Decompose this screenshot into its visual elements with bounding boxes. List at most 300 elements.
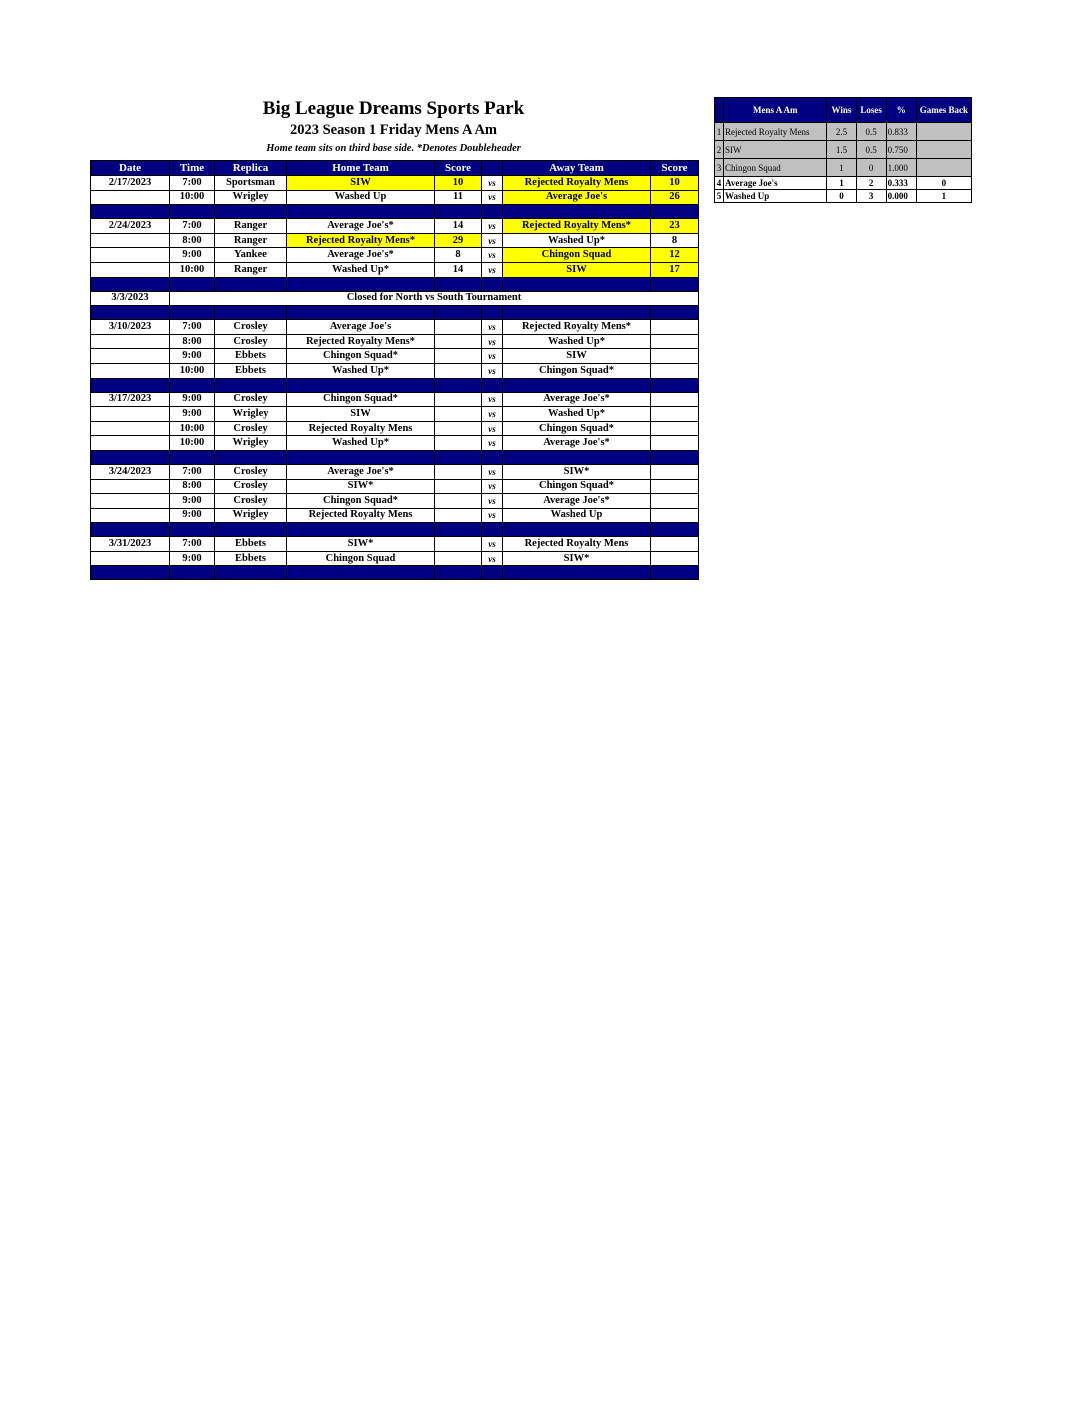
wins-cell: 1.5 xyxy=(827,141,856,159)
away-score-cell: 17 xyxy=(651,262,699,277)
date-cell xyxy=(91,436,170,451)
away-team-cell: Rejected Royalty Mens* xyxy=(503,320,651,335)
loses-cell: 0.5 xyxy=(856,141,886,159)
schedule-header-row xyxy=(91,161,699,176)
away-team-cell: SIW* xyxy=(503,464,651,479)
game-row xyxy=(91,219,699,234)
home-score-cell xyxy=(435,494,482,509)
standings-header-games-back: Games Back xyxy=(916,98,971,123)
date-cell xyxy=(91,479,170,494)
replica-cell: Crosley xyxy=(215,479,287,494)
vs-cell: vs xyxy=(482,233,503,248)
time-cell: 10:00 xyxy=(170,436,215,451)
time-cell: 10:00 xyxy=(170,421,215,436)
separator-cell xyxy=(215,450,287,464)
time-cell: 7:00 xyxy=(170,537,215,552)
rank-cell: 5 xyxy=(715,190,724,203)
standings-row xyxy=(715,159,972,177)
wins-cell: 0 xyxy=(827,190,856,203)
time-cell: 8:00 xyxy=(170,334,215,349)
vs-cell: vs xyxy=(482,407,503,422)
home-score-cell xyxy=(435,479,482,494)
time-cell: 7:00 xyxy=(170,464,215,479)
replica-cell: Wrigley xyxy=(215,436,287,451)
away-score-cell xyxy=(651,334,699,349)
separator-cell xyxy=(435,566,482,580)
date-cell xyxy=(91,190,170,205)
time-cell: 10:00 xyxy=(170,190,215,205)
home-score-cell xyxy=(435,464,482,479)
game-row xyxy=(91,320,699,335)
date-cell: 3/24/2023 xyxy=(91,464,170,479)
home-team-cell: SIW* xyxy=(287,537,435,552)
vs-cell: vs xyxy=(482,262,503,277)
replica-cell: Crosley xyxy=(215,392,287,407)
separator-cell xyxy=(91,566,170,580)
date-cell xyxy=(91,349,170,364)
games-back-cell xyxy=(916,123,971,141)
separator-cell xyxy=(651,450,699,464)
separator-cell xyxy=(482,450,503,464)
away-score-cell xyxy=(651,436,699,451)
vs-cell: vs xyxy=(482,334,503,349)
replica-cell: Yankee xyxy=(215,248,287,263)
home-team-cell: Washed Up* xyxy=(287,262,435,277)
game-row xyxy=(91,421,699,436)
loses-cell: 3 xyxy=(856,190,886,203)
home-score-cell xyxy=(435,436,482,451)
time-cell: 7:00 xyxy=(170,219,215,234)
col-header-away-score: Score xyxy=(651,161,699,176)
standings-header-rank xyxy=(715,98,724,123)
separator-cell xyxy=(651,205,699,219)
game-row xyxy=(91,262,699,277)
separator-cell xyxy=(482,306,503,320)
replica-cell: Wrigley xyxy=(215,407,287,422)
date-cell: 2/17/2023 xyxy=(91,176,170,191)
vs-cell: vs xyxy=(482,537,503,552)
replica-cell: Ranger xyxy=(215,233,287,248)
separator-cell xyxy=(503,306,651,320)
away-team-cell: Chingon Squad* xyxy=(503,363,651,378)
standings-row xyxy=(715,141,972,159)
separator-cell xyxy=(287,378,435,392)
separator-cell xyxy=(170,523,215,537)
col-header-home-score: Score xyxy=(435,161,482,176)
separator-cell xyxy=(503,523,651,537)
wins-cell: 1 xyxy=(827,159,856,177)
separator-cell xyxy=(651,277,699,291)
rank-cell: 2 xyxy=(715,141,724,159)
away-score-cell xyxy=(651,464,699,479)
home-team-cell: SIW xyxy=(287,407,435,422)
separator-cell xyxy=(503,566,651,580)
home-team-cell: Average Joe's* xyxy=(287,248,435,263)
away-team-cell: Washed Up xyxy=(503,508,651,523)
standings-header-team: Mens A Am xyxy=(724,98,827,123)
time-cell: 9:00 xyxy=(170,349,215,364)
pct-cell: 0.833 xyxy=(886,123,916,141)
vs-cell: vs xyxy=(482,421,503,436)
separator-cell xyxy=(287,306,435,320)
separator-cell xyxy=(287,277,435,291)
home-score-cell: 8 xyxy=(435,248,482,263)
vs-cell: vs xyxy=(482,464,503,479)
vs-cell: vs xyxy=(482,248,503,263)
separator-cell xyxy=(482,523,503,537)
home-team-cell: Rejected Royalty Mens* xyxy=(287,334,435,349)
away-score-cell xyxy=(651,551,699,566)
vs-cell: vs xyxy=(482,349,503,364)
home-score-cell xyxy=(435,508,482,523)
away-score-cell xyxy=(651,508,699,523)
away-team-cell: Rejected Royalty Mens xyxy=(503,537,651,552)
separator-cell xyxy=(651,378,699,392)
away-team-cell: Washed Up* xyxy=(503,233,651,248)
home-score-cell xyxy=(435,407,482,422)
closed-notice: Closed for North vs South Tournament xyxy=(170,291,699,306)
home-team-cell: SIW* xyxy=(287,479,435,494)
vs-cell: vs xyxy=(482,494,503,509)
pct-cell: 0.750 xyxy=(886,141,916,159)
date-cell xyxy=(91,334,170,349)
loses-cell: 2 xyxy=(856,177,886,190)
time-cell: 9:00 xyxy=(170,551,215,566)
away-team-cell: Average Joe's* xyxy=(503,436,651,451)
separator-cell xyxy=(482,566,503,580)
standings-header-pct: % xyxy=(886,98,916,123)
time-cell: 9:00 xyxy=(170,494,215,509)
separator-cell xyxy=(215,566,287,580)
date-cell xyxy=(91,494,170,509)
col-header-away-team: Away Team xyxy=(503,161,651,176)
date-cell: 3/10/2023 xyxy=(91,320,170,335)
separator-cell xyxy=(435,378,482,392)
schedule-table xyxy=(90,160,699,580)
away-score-cell xyxy=(651,320,699,335)
time-cell: 9:00 xyxy=(170,407,215,422)
home-score-cell xyxy=(435,421,482,436)
time-cell: 9:00 xyxy=(170,248,215,263)
week-separator-row xyxy=(91,306,699,320)
time-cell: 7:00 xyxy=(170,176,215,191)
separator-cell xyxy=(435,306,482,320)
games-back-cell: 0 xyxy=(916,177,971,190)
home-team-cell: Average Joe's* xyxy=(287,219,435,234)
separator-cell xyxy=(435,205,482,219)
loses-cell: 0 xyxy=(856,159,886,177)
page-title: Big League Dreams Sports Park xyxy=(262,98,525,119)
home-score-cell xyxy=(435,551,482,566)
game-row xyxy=(91,494,699,509)
game-row xyxy=(91,349,699,364)
away-score-cell xyxy=(651,407,699,422)
game-row xyxy=(91,392,699,407)
date-cell xyxy=(91,363,170,378)
separator-cell xyxy=(215,523,287,537)
replica-cell: Wrigley xyxy=(215,190,287,205)
vs-cell: vs xyxy=(482,436,503,451)
game-row xyxy=(91,551,699,566)
away-score-cell: 8 xyxy=(651,233,699,248)
week-separator-row xyxy=(91,277,699,291)
away-score-cell: 23 xyxy=(651,219,699,234)
home-score-cell xyxy=(435,349,482,364)
vs-cell: vs xyxy=(482,392,503,407)
separator-cell xyxy=(215,277,287,291)
vs-cell: vs xyxy=(482,219,503,234)
home-score-cell xyxy=(435,320,482,335)
games-back-cell: 1 xyxy=(916,190,971,203)
away-team-cell: SIW xyxy=(503,262,651,277)
separator-cell xyxy=(91,378,170,392)
col-header-vs xyxy=(482,161,503,176)
date-cell xyxy=(91,248,170,263)
time-cell: 10:00 xyxy=(170,363,215,378)
separator-cell xyxy=(215,306,287,320)
pct-cell: 0.333 xyxy=(886,177,916,190)
separator-cell xyxy=(287,523,435,537)
standings-row xyxy=(715,190,972,203)
date-cell xyxy=(91,233,170,248)
separator-cell xyxy=(170,566,215,580)
away-team-cell: Washed Up* xyxy=(503,334,651,349)
separator-cell xyxy=(435,523,482,537)
away-team-cell: SIW* xyxy=(503,551,651,566)
home-team-cell: Chingon Squad xyxy=(287,551,435,566)
game-row xyxy=(91,537,699,552)
team-cell: Average Joe's xyxy=(724,177,827,190)
replica-cell: Ebbets xyxy=(215,551,287,566)
home-team-cell: Chingon Squad* xyxy=(287,494,435,509)
vs-cell: vs xyxy=(482,363,503,378)
standings-body xyxy=(715,123,972,203)
home-team-cell: SIW xyxy=(287,176,435,191)
home-score-cell xyxy=(435,334,482,349)
away-score-cell xyxy=(651,349,699,364)
team-cell: Washed Up xyxy=(724,190,827,203)
closed-row xyxy=(91,291,699,306)
rank-cell: 4 xyxy=(715,177,724,190)
away-team-cell: Washed Up* xyxy=(503,407,651,422)
separator-cell xyxy=(287,450,435,464)
separator-cell xyxy=(91,277,170,291)
team-cell: Rejected Royalty Mens xyxy=(724,123,827,141)
away-team-cell: Average Joe's xyxy=(503,190,651,205)
separator-cell xyxy=(170,205,215,219)
replica-cell: Ranger xyxy=(215,262,287,277)
game-row xyxy=(91,436,699,451)
home-score-cell: 14 xyxy=(435,219,482,234)
standings-table xyxy=(714,97,972,203)
separator-cell xyxy=(91,205,170,219)
vs-cell: vs xyxy=(482,320,503,335)
home-team-cell: Washed Up* xyxy=(287,363,435,378)
home-team-cell: Washed Up xyxy=(287,190,435,205)
separator-cell xyxy=(435,450,482,464)
away-score-cell: 10 xyxy=(651,176,699,191)
away-score-cell xyxy=(651,392,699,407)
game-row xyxy=(91,479,699,494)
page-subtitle: 2023 Season 1 Friday Mens A Am xyxy=(289,122,498,138)
separator-cell xyxy=(287,205,435,219)
col-header-date: Date xyxy=(91,161,170,176)
standings-row xyxy=(715,123,972,141)
separator-cell xyxy=(651,566,699,580)
away-score-cell xyxy=(651,421,699,436)
replica-cell: Crosley xyxy=(215,421,287,436)
date-cell xyxy=(91,551,170,566)
home-team-cell: Average Joe's xyxy=(287,320,435,335)
away-team-cell: Rejected Royalty Mens* xyxy=(503,219,651,234)
home-score-cell xyxy=(435,537,482,552)
week-separator-row xyxy=(91,566,699,580)
game-row xyxy=(91,248,699,263)
date-cell xyxy=(91,421,170,436)
away-score-cell xyxy=(651,479,699,494)
separator-cell xyxy=(91,306,170,320)
home-team-cell: Rejected Royalty Mens xyxy=(287,421,435,436)
time-cell: 10:00 xyxy=(170,262,215,277)
away-team-cell: Chingon Squad* xyxy=(503,479,651,494)
team-cell: SIW xyxy=(724,141,827,159)
home-score-cell: 14 xyxy=(435,262,482,277)
standings-header-row xyxy=(715,98,972,123)
vs-cell: vs xyxy=(482,190,503,205)
time-cell: 9:00 xyxy=(170,392,215,407)
rank-cell: 3 xyxy=(715,159,724,177)
col-header-replica: Replica xyxy=(215,161,287,176)
date-cell: 2/24/2023 xyxy=(91,219,170,234)
game-row xyxy=(91,363,699,378)
replica-cell: Ebbets xyxy=(215,349,287,364)
week-separator-row xyxy=(91,523,699,537)
replica-cell: Ranger xyxy=(215,219,287,234)
away-score-cell: 26 xyxy=(651,190,699,205)
schedule-note: Home team sits on third base side. *Denotes Doubleheader xyxy=(266,143,521,154)
col-header-time: Time xyxy=(170,161,215,176)
home-score-cell: 11 xyxy=(435,190,482,205)
separator-cell xyxy=(170,277,215,291)
week-separator-row xyxy=(91,378,699,392)
time-cell: 8:00 xyxy=(170,479,215,494)
time-cell: 7:00 xyxy=(170,320,215,335)
vs-cell: vs xyxy=(482,508,503,523)
separator-cell xyxy=(503,378,651,392)
separator-cell xyxy=(170,306,215,320)
home-team-cell: Rejected Royalty Mens xyxy=(287,508,435,523)
date-cell xyxy=(91,262,170,277)
separator-cell xyxy=(91,523,170,537)
separator-cell xyxy=(170,378,215,392)
replica-cell: Crosley xyxy=(215,334,287,349)
home-team-cell: Average Joe's* xyxy=(287,464,435,479)
separator-cell xyxy=(287,566,435,580)
loses-cell: 0.5 xyxy=(856,123,886,141)
home-team-cell: Rejected Royalty Mens* xyxy=(287,233,435,248)
separator-cell xyxy=(503,205,651,219)
games-back-cell xyxy=(916,159,971,177)
schedule-body xyxy=(91,176,699,580)
separator-cell xyxy=(651,523,699,537)
separator-cell xyxy=(91,450,170,464)
replica-cell: Crosley xyxy=(215,464,287,479)
game-row xyxy=(91,508,699,523)
standings-header-loses: Loses xyxy=(856,98,886,123)
pct-cell: 1.000 xyxy=(886,159,916,177)
time-cell: 8:00 xyxy=(170,233,215,248)
replica-cell: Wrigley xyxy=(215,508,287,523)
separator-cell xyxy=(651,306,699,320)
away-team-cell: Chingon Squad* xyxy=(503,421,651,436)
game-row xyxy=(91,233,699,248)
date-cell: 3/3/2023 xyxy=(91,291,170,306)
team-cell: Chingon Squad xyxy=(724,159,827,177)
home-team-cell: Chingon Squad* xyxy=(287,349,435,364)
week-separator-row xyxy=(91,450,699,464)
home-team-cell: Washed Up* xyxy=(287,436,435,451)
date-cell xyxy=(91,508,170,523)
separator-cell xyxy=(482,378,503,392)
home-score-cell xyxy=(435,363,482,378)
replica-cell: Sportsman xyxy=(215,176,287,191)
vs-cell: vs xyxy=(482,479,503,494)
col-header-home-team: Home Team xyxy=(287,161,435,176)
away-team-cell: Rejected Royalty Mens xyxy=(503,176,651,191)
standings-header-wins: Wins xyxy=(827,98,856,123)
separator-cell xyxy=(482,277,503,291)
game-row xyxy=(91,407,699,422)
date-cell: 3/31/2023 xyxy=(91,537,170,552)
away-team-cell: Chingon Squad xyxy=(503,248,651,263)
game-row xyxy=(91,464,699,479)
vs-cell: vs xyxy=(482,551,503,566)
week-separator-row xyxy=(91,205,699,219)
home-score-cell: 10 xyxy=(435,176,482,191)
rank-cell: 1 xyxy=(715,123,724,141)
replica-cell: Ebbets xyxy=(215,537,287,552)
home-score-cell xyxy=(435,392,482,407)
games-back-cell xyxy=(916,141,971,159)
home-team-cell: Chingon Squad* xyxy=(287,392,435,407)
game-row xyxy=(91,190,699,205)
away-team-cell: Average Joe's* xyxy=(503,392,651,407)
game-row xyxy=(91,334,699,349)
away-team-cell: Average Joe's* xyxy=(503,494,651,509)
separator-cell xyxy=(482,205,503,219)
game-row xyxy=(91,176,699,191)
date-cell xyxy=(91,407,170,422)
replica-cell: Ebbets xyxy=(215,363,287,378)
away-score-cell xyxy=(651,537,699,552)
away-score-cell xyxy=(651,363,699,378)
separator-cell xyxy=(215,378,287,392)
separator-cell xyxy=(435,277,482,291)
away-score-cell: 12 xyxy=(651,248,699,263)
replica-cell: Crosley xyxy=(215,320,287,335)
separator-cell xyxy=(170,450,215,464)
separator-cell xyxy=(215,205,287,219)
separator-cell xyxy=(503,450,651,464)
wins-cell: 2.5 xyxy=(827,123,856,141)
pct-cell: 0.000 xyxy=(886,190,916,203)
time-cell: 9:00 xyxy=(170,508,215,523)
standings-row xyxy=(715,177,972,190)
vs-cell: vs xyxy=(482,176,503,191)
wins-cell: 1 xyxy=(827,177,856,190)
home-score-cell: 29 xyxy=(435,233,482,248)
replica-cell: Crosley xyxy=(215,494,287,509)
